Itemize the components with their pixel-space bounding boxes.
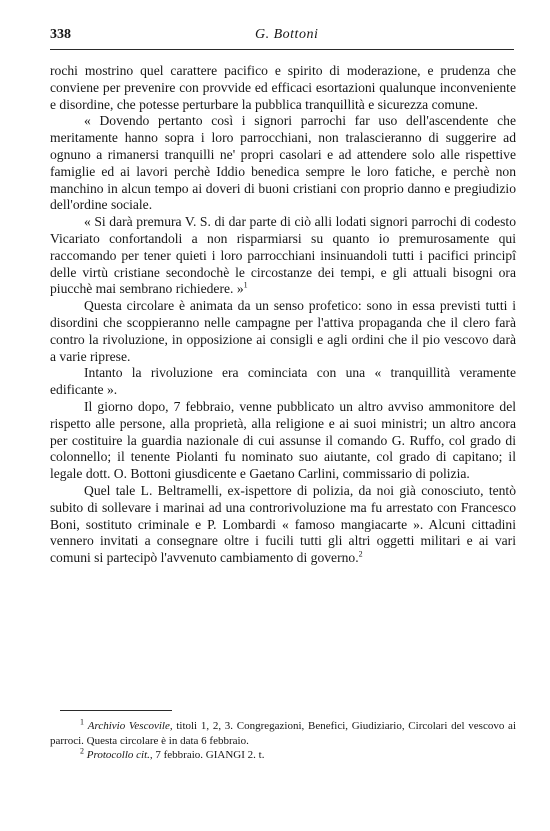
footnote-1: [50, 719, 516, 748]
footnotes: [50, 719, 516, 763]
footnote-2: [50, 748, 516, 763]
paragraph-continued: rochi mostrino quel carattere pacifico e spirito di moderazione, e prudenza che conviene per prevenire con provvide ed efficaci esortazioni qualunque inconveniente e disordine, che potesse perturbare la pubblica tranquillità e sicurezza comune.: [50, 63, 516, 112]
paragraph-quote-2-text: « Si darà premura V. S. di dar parte di ciò alli lodati signori parrochi di codesto Vicariato confortandoli a non risparmiarsi su quanto io premurosamente qui raccomando per tener quieti i loro parrocchiani insinuandoli tutti i pacifici principî delle virtù cristiane secondochè le circostanze dei tempi, e gli attuali bisogni ora piucchè mai sembrano richiedere. »: [50, 214, 516, 297]
footnote-2-source: Protocollo cit.,: [86, 749, 153, 762]
footnote-1-mark: 1: [80, 717, 84, 727]
paragraph-7-febbraio: Il giorno dopo, 7 febbraio, venne pubblicato un altro avviso ammonitore del rispetto alle persone, alla proprietà, alla religione e ai suoi ministri; un altro ancora per costituire la guardia nazionale di cui assunse il comando G. Ruffo, col grado di colonnello; il tenente Piolanti fu nominato suo aiutante, col grado di capitano; il legale dott. O. Bottoni giusdicente e Gaetano Carlini, commissario di polizia.: [50, 398, 516, 482]
paragraph-beltramelli: [50, 483, 516, 567]
footnote-1-source: Archivio Vescovile,: [87, 720, 173, 732]
paragraph-beltramelli-text: Quel tale L. Beltramelli, ex-ispettore di polizia, da noi già conosciuto, tentò subito di sollevare i marinai ad una controrivoluzione ma fu arrestato con Francesco Boni, sostituto criminale e P. Lombardi « famoso mangiacarte ». Alcuni cittadini vennero invitati a consegnare oltre i fucili tutti gli altri oggetti militari e ai vari comuni si partecipò l'avvenuto cambiamento di governo.: [50, 482, 516, 566]
paragraph-quote-1: « Dovendo pertanto così i signori parrochi far uso dell'ascendente che meritamente hanno sopra i loro parrocchiani, non tralascieranno di suggerire ad ognuno a rimanersi tranquilli ne' propri casolari e ad attendere solo alle rispettive famiglie ed ai lavori perchè Iddio benedica sempre le loro fatiche, e perchè non manchino in alcun tempo ai doveri di buoni cristiani con proprio danno e pregiudizio dell'ordine sociale.: [50, 113, 516, 213]
footnote-rule: [60, 710, 172, 711]
running-head: G. Bottoni: [255, 27, 319, 42]
page-header: [50, 27, 515, 47]
paragraph-circolare: Questa circolare è animata da un senso profetico: sono in essa previsti tutti i disordini che scoppieranno nelle campagne per l'attiva propaganda che il clero farà contro la rivoluzione, in opposizione ai consigli e agli ordini che il pio vescovo darà a varie riprese.: [50, 298, 516, 364]
header-rule: [50, 49, 514, 50]
page-number: 338: [50, 27, 71, 42]
paragraph-quote-2: [50, 214, 516, 298]
footnote-1-text: titoli 1, 2, 3. Congregazioni, Benefici, Giudiziario, Circolari del vescovo ai parroci. Questa circolare è in data 6 febbraio.: [50, 720, 516, 747]
paragraph-rivoluzione: Intanto la rivoluzione era cominciata con una « tranquillità veramente edificante ».: [50, 365, 516, 398]
footnote-2-text: 7 febbraio. GIANGI 2. t.: [152, 749, 265, 762]
footnote-2-mark: 2: [80, 746, 84, 756]
footnote-ref-1: 1: [243, 280, 248, 290]
footnote-ref-2: 2: [358, 549, 363, 559]
body-text: [50, 63, 516, 567]
